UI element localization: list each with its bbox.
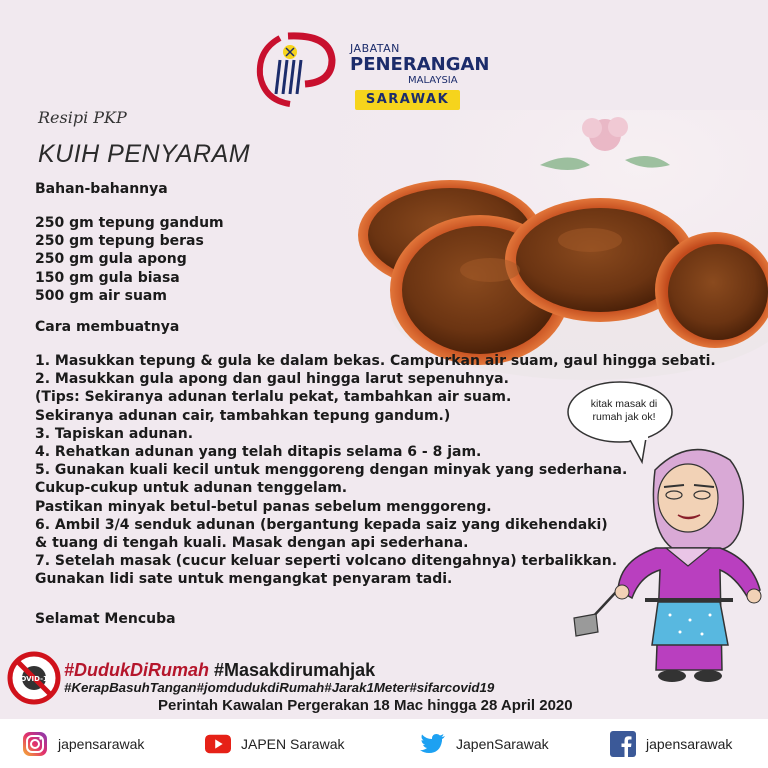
org-line-1: JABATAN: [350, 42, 400, 55]
ingredient-item: 250 gm tepung gandum: [35, 215, 224, 231]
org-line-3: MALAYSIA: [408, 75, 458, 86]
ingredients-heading: Bahan-bahannya: [35, 181, 168, 197]
instagram-link[interactable]: [22, 719, 144, 768]
closing-text: Selamat Mencuba: [35, 611, 176, 627]
youtube-link[interactable]: [205, 719, 344, 768]
recipe-title: KUIH PENYARAM: [38, 140, 251, 168]
twitter-icon: [420, 731, 446, 757]
facebook-link[interactable]: [610, 719, 732, 768]
hashtag-main-line: [64, 660, 375, 681]
method-step: 5. Gunakan kuali kecil untuk menggoreng dengan minyak yang sederhana.: [35, 462, 628, 479]
instagram-icon: [22, 731, 48, 757]
org-line-2: PENERANGAN: [350, 54, 490, 75]
method-step: Pastikan minyak betul-betul panas sebelum menggoreng.: [35, 498, 492, 515]
method-step: 6. Ambil 3/4 senduk adunan (bergantung kepada saiz yang dikehendaki): [35, 516, 608, 533]
method-step: 1. Masukkan tepung & gula ke dalam bekas. Campurkan air suam, gaul hingga sebati.: [35, 353, 716, 369]
kuih-penyaram-photo: [340, 110, 768, 385]
method-step: Cukup-cukup untuk adunan tenggelam.: [35, 480, 348, 497]
youtube-icon: [205, 731, 231, 757]
ingredients-list: [35, 214, 224, 305]
mco-period-text: Perintah Kawalan Pergerakan 18 Mac hingga 28 April 2020: [158, 697, 573, 714]
facebook-icon: [610, 731, 636, 757]
ingredient-item: 250 gm tepung beras: [35, 233, 204, 250]
covid-badge-text: COVID-19: [15, 675, 53, 683]
method-step: & tuang di tengah kuali. Masak dengan api sederhana.: [35, 535, 469, 552]
region-badge: SARAWAK: [355, 90, 460, 110]
ingredient-item: 150 gm gula biasa: [35, 269, 180, 286]
method-step: Sekiranya adunan cair, tambahkan tepung gandum.): [35, 407, 451, 424]
social-footer: [0, 719, 768, 768]
method-step: 3. Tapiskan adunan.: [35, 425, 194, 442]
method-heading: Cara membuatnya: [35, 319, 180, 335]
method-step: 4. Rehatkan adunan yang telah ditapis selama 6 - 8 jam.: [35, 444, 482, 461]
method-step: 2. Masukkan gula apong dan gaul hingga larut sepenuhnya.: [35, 371, 509, 388]
youtube-channel: JAPEN Sarawak: [241, 735, 345, 752]
method-step: (Tips: Sekiranya adunan terlalu pekat, tambahkan air suam.: [35, 389, 512, 406]
ingredient-item: 250 gm gula apong: [35, 251, 187, 268]
instagram-handle: japensarawak: [58, 735, 145, 752]
facebook-handle: japensarawak: [646, 735, 733, 752]
speech-bubble-text: kitak masak di rumah jak ok!: [590, 398, 658, 423]
method-step: 7. Setelah masak (cucur keluar seperti volcano ditengahnya) terbalikkan.: [35, 553, 618, 570]
recipe-subtitle: Resipi PKP: [38, 108, 127, 127]
japen-logo: [250, 30, 490, 110]
twitter-handle: JapenSarawak: [456, 735, 549, 752]
method-step: Gunakan lidi sate untuk mengangkat penyaram tadi.: [35, 571, 453, 588]
twitter-link[interactable]: [420, 719, 549, 768]
no-covid-badge: [6, 650, 62, 706]
hashtag-masak-dirumahjak: #Masakdirumahjak: [214, 660, 376, 680]
japen-emblem-icon: [250, 30, 345, 110]
ingredient-item: 500 gm air suam: [35, 287, 167, 304]
hashtags-line: #KerapBasuhTangan#jomdudukdiRumah#Jarak1Meter#sifarcovid19: [64, 680, 495, 695]
hashtag-duduk-dirumah: #DudukDiRumah: [64, 660, 210, 680]
